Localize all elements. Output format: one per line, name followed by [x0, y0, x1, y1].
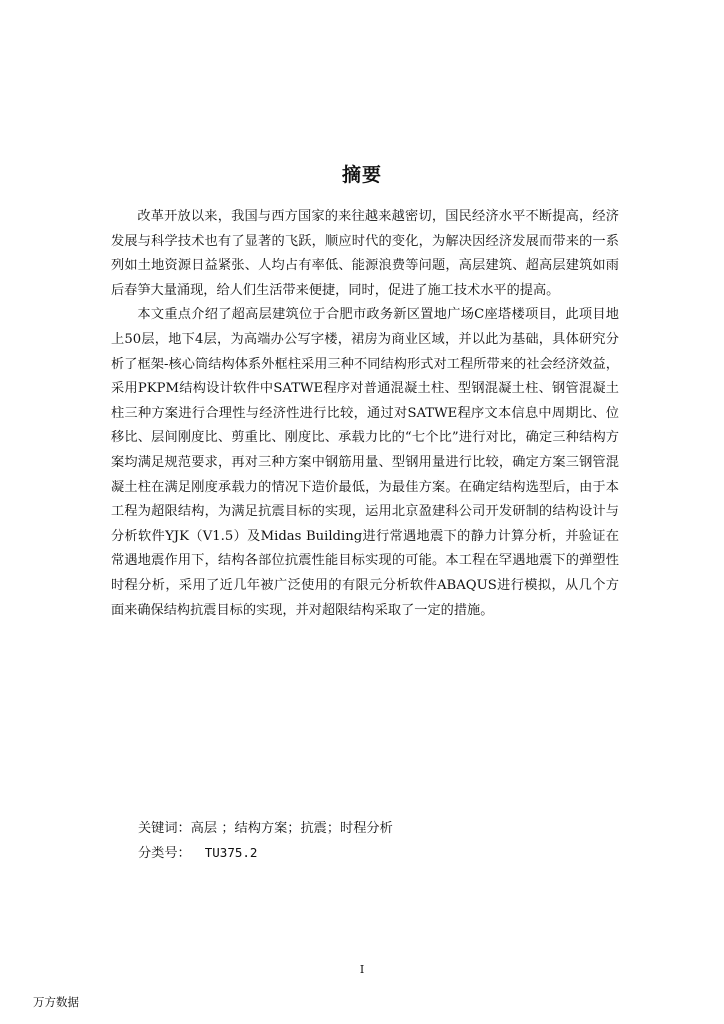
classification-label: 分类号： — [138, 846, 191, 861]
watermark-text: 万方数据 — [33, 995, 79, 1009]
abstract-body — [111, 205, 619, 623]
abstract-paragraph-2: 本文重点介绍了超高层建筑位于合肥市政务新区置地广场C座塔楼项目，此项目地上50层，地下4层，为高端办公写字楼，裙房为商业区域，并以此为基础，具体研究分析了框架-核心筒结构体系外框柱采用三种不同结构形式对工程所带来的社会经济效益，采用PKPM结构设计软件中SATWE程序对普通混凝土柱、型钢混凝土柱、钢管混凝土柱三种方案进行合理性与经济性进行比较，通过对SATWE程序文本信息中周期比、位移比、层间刚度比、剪重比、刚度比、承载力比的“七个比”进行对比，确定三种结构方案均满足规范要求，再对三种方案中钢筋用量、型钢用量进行比较，确定方案三钢管混凝土柱在满足刚度承载力的情况下造价最低，为最佳方案。在确定结构选型后，由于本工程为超限结构，为满足抗震目标的实现，运用北京盈建科公司开发研制的结构设计与分析软件YJK（V1.5）及Midas Building进行常遇地震下的静力计算分析，并验证在常遇地震作用下，结构各部位抗震性能目标实现的可能。本工程在罕遇地震下的弹塑性时程分析，采用了近几年被广泛使用的有限元分析软件ABAQUS进行模拟，从几个方面来确保结构抗震目标的实现，并对超限结构采取了一定的措施。 — [111, 307, 619, 618]
abstract-paragraph-1: 改革开放以来，我国与西方国家的来往越来越密切，国民经济水平不断提高，经济发展与科学技术也有了显著的飞跃，顺应时代的变化，为解决因经济发展而带来的一系列如土地资源日益紧张、人均占有率低、能源浪费等问题，高层建筑、超高层建筑如雨后春笋大量涌现，给人们生活带来便捷，同时，促进了施工技术水平的提高。 — [111, 209, 619, 298]
keywords-block — [138, 817, 393, 866]
abstract-title: 摘要 — [341, 164, 382, 186]
classification-line — [138, 841, 393, 866]
keywords-line: 关键词：高层 ；结构方案；抗震；时程分析 — [138, 821, 393, 836]
classification-value: TU375.2 — [204, 845, 258, 860]
page-number: I — [359, 963, 365, 976]
